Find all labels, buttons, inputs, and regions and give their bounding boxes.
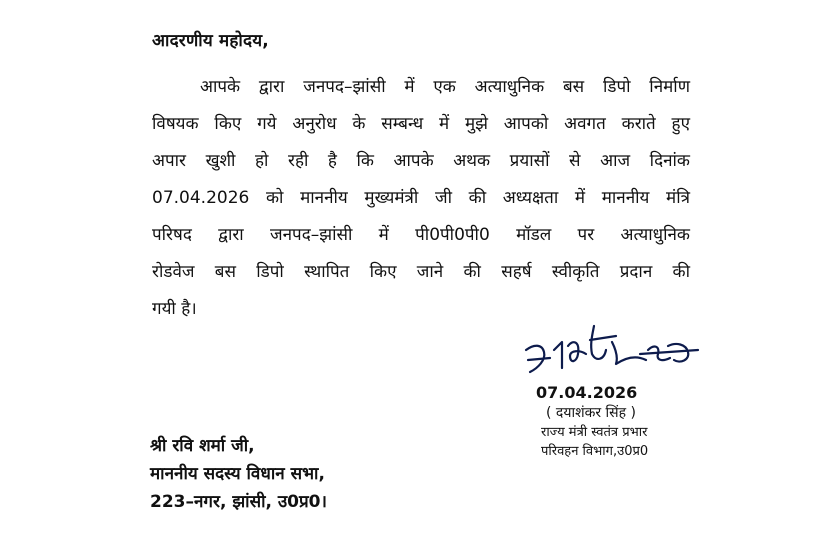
body-line-5: परिषद द्वारा जनपद–झांसी में पी0पी0पी0 मॉडल पर अत्याधुनिक	[152, 225, 690, 245]
body-line-6: रोडवेज बस डिपो स्थापित किए जाने की सहर्ष स्वीकृति प्रदान की	[152, 262, 690, 282]
body-line-7: गयी है।	[152, 299, 197, 319]
recipient-line-1: श्री रवि शर्मा जी,	[150, 436, 255, 456]
sender-department: परिवहन विभाग,उ0प्र0	[541, 444, 649, 459]
recipient-line-3: 223–नगर, झांसी, उ0प्र0।	[150, 492, 327, 512]
handwritten-signature	[520, 320, 700, 380]
body-line-4: 07.04.2026 को माननीय मुख्यमंत्री जी की अध्यक्षता में माननीय मंत्रि	[152, 188, 690, 208]
salutation: आदरणीय महोदय,	[152, 31, 269, 51]
recipient-line-2: माननीय सदस्य विधान सभा,	[150, 464, 325, 484]
signature-date: 07.04.2026	[536, 383, 638, 402]
sender-designation: राज्य मंत्री स्वतंत्र प्रभार	[541, 425, 648, 440]
sender-name: ( दयाशंकर सिंह )	[546, 405, 636, 421]
body-line-1: आपके द्वारा जनपद–झांसी में एक अत्याधुनिक बस डिपो निर्माण	[200, 77, 690, 97]
body-line-2: विषयक किए गये अनुरोध के सम्बन्ध में मुझे आपको अवगत कराते हुए	[152, 114, 690, 134]
body-line-3: अपार खुशी हो रही है कि आपके अथक प्रयासों से आज दिनांक	[152, 151, 690, 171]
